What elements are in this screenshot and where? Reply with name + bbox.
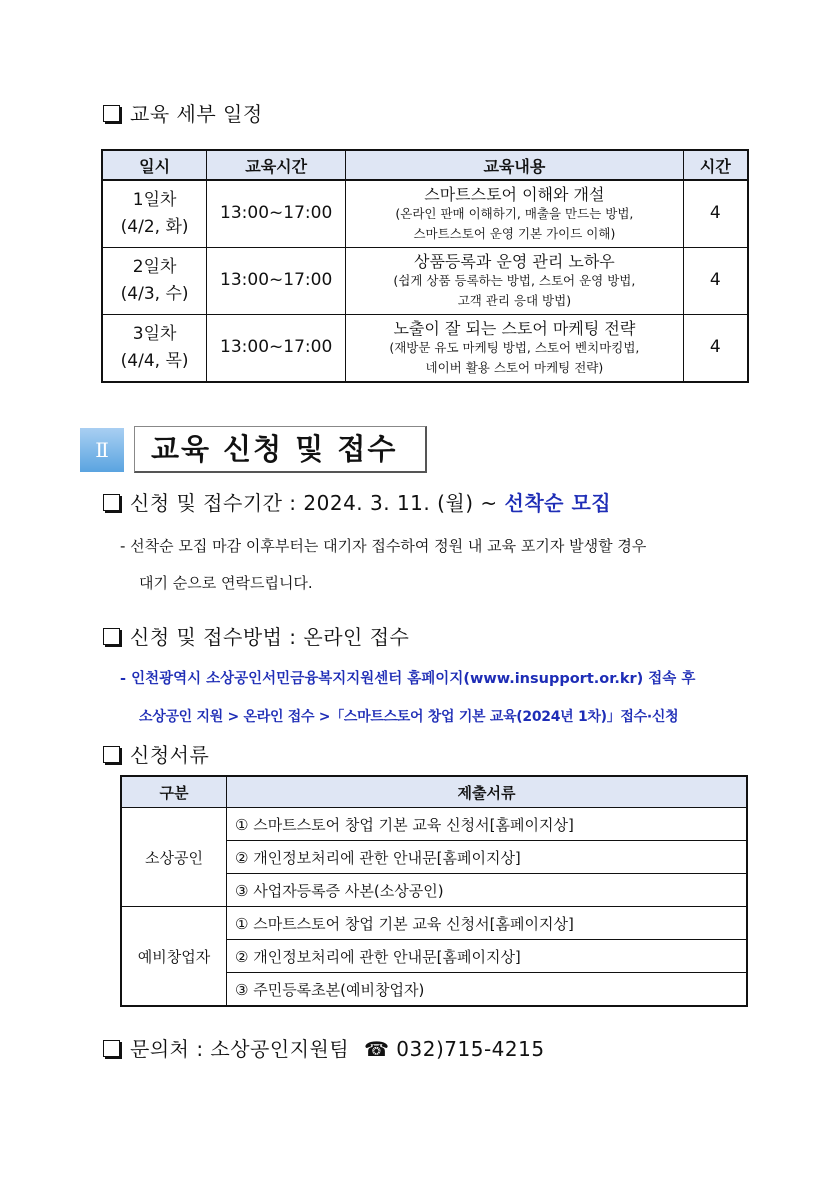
date-label: (4/3, 수) <box>120 284 189 304</box>
content-title: 스마트스토어 이해와 개설 <box>424 185 605 205</box>
table-row <box>121 808 747 841</box>
day-cell <box>102 180 207 248</box>
schedule-heading <box>103 98 263 127</box>
table-row <box>121 907 747 940</box>
time-cell: 13:00~17:00 <box>207 180 346 248</box>
contact-phone: 032)715-4215 <box>396 1037 545 1061</box>
document-item: ① 스마트스토어 창업 기본 교육 신청서[홈페이지상] <box>227 808 748 841</box>
content-detail: (재방문 유도 마케팅 방법, 스토어 벤치마킹법, <box>389 340 640 356</box>
contact-heading <box>103 1033 545 1062</box>
method-line2: 소상공인 지원 > 온라인 접수 >「스마트스토어 창업 기본 교육(2024년 1차)」접수·신청 <box>139 709 679 725</box>
document-item: ③ 사업자등록증 사본(소상공인) <box>227 874 748 907</box>
documents-heading <box>103 739 209 768</box>
content-detail: 네이버 활용 스토어 마케팅 전략) <box>425 359 604 375</box>
category-cell: 소상공인 <box>121 808 227 907</box>
content-title: 상품등록과 운영 관리 노하우 <box>414 252 615 272</box>
document-item: ② 개인정보처리에 관한 안내문[홈페이지상] <box>227 841 748 874</box>
header-date: 일시 <box>102 150 207 180</box>
method-label: 신청 및 접수방법 : 온라인 접수 <box>130 625 410 649</box>
checkbox-square-icon <box>103 628 120 645</box>
documents-header-row <box>121 776 747 808</box>
header-time: 교육시간 <box>207 150 346 180</box>
day-label: 3일차 <box>132 323 177 344</box>
header-documents: 제출서류 <box>227 776 748 808</box>
schedule-row <box>102 315 748 383</box>
period-highlight: 선착순 모집 <box>504 491 612 515</box>
method-line1: - 인천광역시 소상공인서민금융복지지원센터 홈페이지(www.insupport.or.kr) 접속 후 <box>120 671 696 687</box>
content-detail: (쉽게 상품 등록하는 방법, 스토어 운영 방법, <box>393 273 636 289</box>
time-cell: 13:00~17:00 <box>207 315 346 383</box>
section-title: 교육 신청 및 접수 <box>134 426 427 473</box>
method-heading <box>103 621 409 650</box>
period-note-line2: 대기 순으로 연락드립니다. <box>139 574 313 592</box>
schedule-heading-text: 교육 세부 일정 <box>130 102 263 126</box>
time-cell: 13:00~17:00 <box>207 248 346 315</box>
content-cell <box>346 315 684 383</box>
checkbox-square-icon <box>103 1040 120 1057</box>
date-label: (4/4, 목) <box>120 351 189 371</box>
checkbox-square-icon <box>103 494 120 511</box>
content-detail: 스마트스토어 운영 기본 가이드 이해) <box>413 225 616 241</box>
document-item: ② 개인정보처리에 관한 안내문[홈페이지상] <box>227 940 748 973</box>
schedule-row <box>102 248 748 315</box>
header-hours: 시간 <box>683 150 748 180</box>
content-detail: 고객 관리 응대 방법) <box>457 292 572 308</box>
schedule-table <box>101 149 749 383</box>
schedule-header-row <box>102 150 748 180</box>
documents-heading-text: 신청서류 <box>130 743 210 767</box>
checkbox-square-icon <box>103 105 120 122</box>
period-note-line1: - 선착순 모집 마감 이후부터는 대기자 접수하여 정원 내 교육 포기자 발생할 경우 <box>120 537 647 555</box>
section-number-badge: Ⅱ <box>80 428 124 472</box>
hours-cell: 4 <box>683 248 748 315</box>
phone-icon: ☎ <box>364 1037 390 1061</box>
date-label: (4/2, 화) <box>120 217 189 237</box>
period-heading <box>103 487 611 516</box>
day-cell <box>102 315 207 383</box>
period-label: 신청 및 접수기간 : 2024. 3. 11. (월) ~ <box>130 491 498 515</box>
day-label: 2일차 <box>132 256 177 277</box>
header-content: 교육내용 <box>346 150 684 180</box>
content-cell <box>346 248 684 315</box>
schedule-row <box>102 180 748 248</box>
checkbox-square-icon <box>103 746 120 763</box>
contact-label: 문의처 : 소상공인지원팀 <box>130 1037 350 1061</box>
header-category: 구분 <box>121 776 227 808</box>
content-title: 노출이 잘 되는 스토어 마케팅 전략 <box>393 319 636 339</box>
hours-cell: 4 <box>683 315 748 383</box>
content-detail: (온라인 판매 이해하기, 매출을 만드는 방법, <box>395 206 634 222</box>
document-item: ① 스마트스토어 창업 기본 교육 신청서[홈페이지상] <box>227 907 748 940</box>
document-item: ③ 주민등록초본(예비창업자) <box>227 973 748 1007</box>
category-cell: 예비창업자 <box>121 907 227 1007</box>
documents-table <box>120 775 748 1007</box>
day-cell <box>102 248 207 315</box>
content-cell <box>346 180 684 248</box>
hours-cell: 4 <box>683 180 748 248</box>
day-label: 1일차 <box>132 189 177 210</box>
